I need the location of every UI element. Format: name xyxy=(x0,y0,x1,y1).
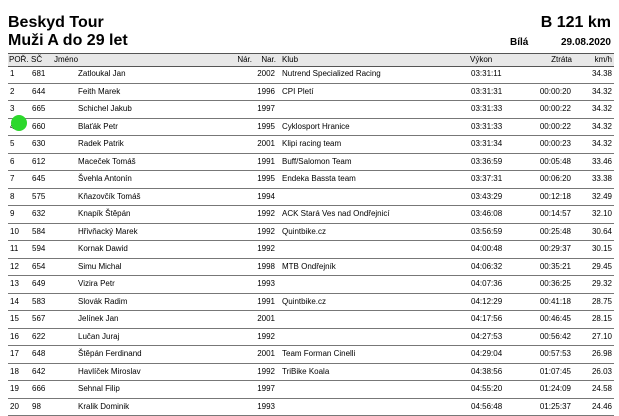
cell-por: 19 xyxy=(10,381,19,397)
results-table-body xyxy=(8,66,614,416)
table-row xyxy=(8,311,614,329)
cell-kmh: 34.32 xyxy=(576,119,612,135)
cell-por: 17 xyxy=(10,346,19,362)
cell-klub: Buff/Salomon Team xyxy=(282,154,352,170)
cell-sc: 567 xyxy=(32,311,45,327)
table-row xyxy=(8,84,614,102)
cell-jmeno: Kornak Dawid xyxy=(78,241,128,257)
cell-por: 12 xyxy=(10,259,19,275)
cell-klub: Endeka Bassta team xyxy=(282,171,356,187)
cell-jmeno: Knapík Štěpán xyxy=(78,206,130,222)
cell-vykon: 03:36:59 xyxy=(471,154,502,170)
table-row xyxy=(8,171,614,189)
cell-ztrata: 00:29:37 xyxy=(532,241,571,257)
cell-nar: 2001 xyxy=(247,346,275,362)
cell-vykon: 04:07:36 xyxy=(471,276,502,292)
cell-nar: 1992 xyxy=(247,224,275,240)
cell-jmeno: Štěpán Ferdinand xyxy=(78,346,142,362)
cell-nar: 1997 xyxy=(247,381,275,397)
cell-sc: 583 xyxy=(32,294,45,310)
cell-kmh: 30.15 xyxy=(576,241,612,257)
cell-ztrata: 00:35:21 xyxy=(532,259,571,275)
cell-jmeno: Havlíček Miroslav xyxy=(78,364,141,380)
cell-vykon: 04:56:48 xyxy=(471,399,502,415)
cell-nar: 1992 xyxy=(247,241,275,257)
cell-sc: 654 xyxy=(32,259,45,275)
cell-jmeno: Zatloukal Jan xyxy=(78,66,126,82)
cell-klub: Quintbike.cz xyxy=(282,294,326,310)
table-row xyxy=(8,294,614,312)
cell-por: 11 xyxy=(10,241,18,257)
cell-sc: 642 xyxy=(32,364,45,380)
cell-por: 6 xyxy=(10,154,14,170)
cell-sc: 630 xyxy=(32,136,45,152)
cell-por: 10 xyxy=(10,224,19,240)
cell-ztrata: 01:24:09 xyxy=(532,381,571,397)
table-row xyxy=(8,364,614,382)
cell-vykon: 03:46:08 xyxy=(471,206,502,222)
cell-kmh: 28.15 xyxy=(576,311,612,327)
cell-klub: Nutrend Specialized Racing xyxy=(282,66,381,82)
cell-por: 3 xyxy=(10,101,14,117)
cell-sc: 665 xyxy=(32,101,45,117)
cell-sc: 594 xyxy=(32,241,45,257)
cell-ztrata: 00:57:53 xyxy=(532,346,571,362)
cell-jmeno: Kňazovčík Tomáš xyxy=(78,189,141,205)
cell-jmeno: Radek Patrik xyxy=(78,136,124,152)
col-jmeno: Jméno xyxy=(54,54,78,66)
cell-kmh: 27.10 xyxy=(576,329,612,345)
cell-sc: 681 xyxy=(32,66,45,82)
cell-nar: 1991 xyxy=(247,294,275,310)
highlight-marker xyxy=(11,115,27,131)
cell-klub: Klipi racing team xyxy=(282,136,341,152)
cell-kmh: 30.64 xyxy=(576,224,612,240)
cell-ztrata: 00:00:22 xyxy=(532,119,571,135)
col-ztrata: Ztráta xyxy=(536,54,572,66)
cell-ztrata: 00:41:18 xyxy=(532,294,571,310)
cell-jmeno: Sehnal Filip xyxy=(78,381,120,397)
table-row xyxy=(8,276,614,294)
cell-jmeno: Blaťák Petr xyxy=(78,119,118,135)
cell-klub: ACK Stará Ves nad Ondřejnicí xyxy=(282,206,390,222)
cell-por: 20 xyxy=(10,399,19,415)
race-title: Beskyd Tour xyxy=(8,14,104,32)
cell-ztrata: 01:07:45 xyxy=(532,364,571,380)
cell-kmh: 34.38 xyxy=(576,66,612,82)
table-row xyxy=(8,66,614,84)
cell-ztrata: 00:00:20 xyxy=(532,84,571,100)
cell-kmh: 29.32 xyxy=(576,276,612,292)
cell-nar: 1993 xyxy=(247,399,275,415)
table-row xyxy=(8,189,614,207)
cell-vykon: 03:56:59 xyxy=(471,224,502,240)
cell-sc: 575 xyxy=(32,189,45,205)
cell-nar: 1993 xyxy=(247,276,275,292)
cell-jmeno: Simu Michal xyxy=(78,259,122,275)
table-row xyxy=(8,101,614,119)
cell-jmeno: Vizira Petr xyxy=(78,276,115,292)
results-table-header xyxy=(8,53,614,67)
cell-jmeno: Lučan Juraj xyxy=(78,329,119,345)
col-kmh: km/h xyxy=(576,54,612,66)
distance-label: B 121 km xyxy=(541,14,611,32)
cell-nar: 2001 xyxy=(247,311,275,327)
cell-por: 15 xyxy=(10,311,19,327)
cell-klub: Team Forman Cinelli xyxy=(282,346,355,362)
cell-kmh: 34.32 xyxy=(576,136,612,152)
cell-por: 18 xyxy=(10,364,19,380)
cell-por: 14 xyxy=(10,294,19,310)
cell-por: 1 xyxy=(10,66,14,82)
cell-ztrata: 00:05:48 xyxy=(532,154,571,170)
cell-vykon: 03:31:31 xyxy=(471,84,502,100)
cell-kmh: 24.58 xyxy=(576,381,612,397)
cell-por: 9 xyxy=(10,206,14,222)
cell-vykon: 03:31:33 xyxy=(471,101,502,117)
cell-nar: 1997 xyxy=(247,101,275,117)
table-row xyxy=(8,381,614,399)
cell-jmeno: Slovák Radim xyxy=(78,294,127,310)
table-row xyxy=(8,346,614,364)
cell-nar: 1998 xyxy=(247,259,275,275)
cell-kmh: 34.32 xyxy=(576,101,612,117)
cell-vykon: 04:29:04 xyxy=(471,346,502,362)
table-row xyxy=(8,154,614,172)
cell-por: 8 xyxy=(10,189,14,205)
cell-ztrata: 00:56:42 xyxy=(532,329,571,345)
cell-sc: 660 xyxy=(32,119,45,135)
cell-kmh: 24.46 xyxy=(576,399,612,415)
col-por: POŘ. xyxy=(9,54,29,66)
category-title: Muži A do 29 let xyxy=(8,32,128,50)
cell-sc: 644 xyxy=(32,84,45,100)
table-row xyxy=(8,224,614,242)
cell-sc: 584 xyxy=(32,224,45,240)
cell-jmeno: Švehla Antonín xyxy=(78,171,132,187)
table-row xyxy=(8,119,614,137)
cell-vykon: 04:17:56 xyxy=(471,311,502,327)
col-vykon: Výkon xyxy=(470,54,492,66)
cell-vykon: 04:12:29 xyxy=(471,294,502,310)
cell-klub: TriBike Koala xyxy=(282,364,329,380)
cell-nar: 2001 xyxy=(247,136,275,152)
cell-por: 5 xyxy=(10,136,14,152)
cell-jmeno: Feith Marek xyxy=(78,84,120,100)
cell-vykon: 03:31:33 xyxy=(471,119,502,135)
cell-kmh: 28.75 xyxy=(576,294,612,310)
cell-sc: 649 xyxy=(32,276,45,292)
cell-nar: 2002 xyxy=(247,66,275,82)
location-label: Bílá xyxy=(510,37,528,48)
col-klub: Klub xyxy=(282,54,298,66)
cell-jmeno: Schichel Jakub xyxy=(78,101,132,117)
cell-jmeno: Maceček Tomáš xyxy=(78,154,136,170)
cell-klub: CPI Pletí xyxy=(282,84,314,100)
cell-por: 2 xyxy=(10,84,14,100)
cell-sc: 622 xyxy=(32,329,45,345)
cell-klub: Cyklosport Hranice xyxy=(282,119,350,135)
cell-ztrata: 00:46:45 xyxy=(532,311,571,327)
table-row xyxy=(8,136,614,154)
cell-ztrata: 00:25:48 xyxy=(532,224,571,240)
cell-vykon: 04:27:53 xyxy=(471,329,502,345)
cell-sc: 612 xyxy=(32,154,45,170)
cell-ztrata: 00:00:23 xyxy=(532,136,571,152)
cell-vykon: 03:31:11 xyxy=(471,66,502,82)
cell-klub: Quintbike.cz xyxy=(282,224,326,240)
cell-sc: 645 xyxy=(32,171,45,187)
cell-por: 7 xyxy=(10,171,14,187)
cell-nar: 1994 xyxy=(247,189,275,205)
cell-nar: 1991 xyxy=(247,154,275,170)
cell-nar: 1992 xyxy=(247,329,275,345)
cell-ztrata: 00:36:25 xyxy=(532,276,571,292)
cell-nar: 1995 xyxy=(247,171,275,187)
cell-kmh: 26.03 xyxy=(576,364,612,380)
col-nar1: Nár. xyxy=(218,54,252,66)
cell-vykon: 03:37:31 xyxy=(471,171,502,187)
cell-nar: 1995 xyxy=(247,119,275,135)
cell-nar: 1996 xyxy=(247,84,275,100)
table-row xyxy=(8,399,614,416)
table-row xyxy=(8,259,614,277)
cell-nar: 1992 xyxy=(247,364,275,380)
cell-kmh: 32.10 xyxy=(576,206,612,222)
cell-vykon: 04:38:56 xyxy=(471,364,502,380)
cell-sc: 98 xyxy=(32,399,41,415)
cell-nar: 1992 xyxy=(247,206,275,222)
cell-kmh: 26.98 xyxy=(576,346,612,362)
table-row xyxy=(8,241,614,259)
cell-kmh: 34.32 xyxy=(576,84,612,100)
cell-jmeno: Jelínek Jan xyxy=(78,311,118,327)
cell-ztrata: 00:14:57 xyxy=(532,206,571,222)
col-nar2: Nar. xyxy=(250,54,276,66)
cell-jmeno: Kralik Dominik xyxy=(78,399,129,415)
col-sc: SČ xyxy=(31,54,42,66)
cell-kmh: 32.49 xyxy=(576,189,612,205)
table-row xyxy=(8,329,614,347)
cell-klub: MTB Ondřejník xyxy=(282,259,336,275)
cell-jmeno: Hřivňacký Marek xyxy=(78,224,138,240)
cell-ztrata: 01:25:37 xyxy=(532,399,571,415)
cell-sc: 666 xyxy=(32,381,45,397)
cell-ztrata: 00:00:22 xyxy=(532,101,571,117)
cell-vykon: 03:31:34 xyxy=(471,136,502,152)
cell-kmh: 33.46 xyxy=(576,154,612,170)
cell-vykon: 04:06:32 xyxy=(471,259,502,275)
cell-ztrata: 00:12:18 xyxy=(532,189,571,205)
cell-kmh: 33.38 xyxy=(576,171,612,187)
cell-vykon: 04:00:48 xyxy=(471,241,502,257)
cell-vykon: 03:43:29 xyxy=(471,189,502,205)
table-row xyxy=(8,206,614,224)
cell-sc: 648 xyxy=(32,346,45,362)
cell-por: 16 xyxy=(10,329,19,345)
cell-vykon: 04:55:20 xyxy=(471,381,502,397)
cell-por: 13 xyxy=(10,276,19,292)
cell-ztrata: 00:06:20 xyxy=(532,171,571,187)
cell-sc: 632 xyxy=(32,206,45,222)
cell-kmh: 29.45 xyxy=(576,259,612,275)
date-label: 29.08.2020 xyxy=(561,37,611,48)
